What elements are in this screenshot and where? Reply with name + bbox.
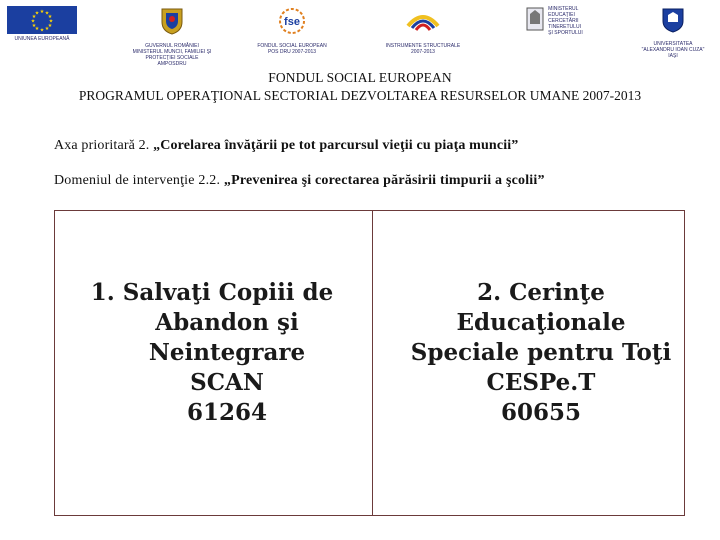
axa-title: „Corelarea învăţării pe tot parcursul vieţii cu piaţa muncii”: [153, 138, 519, 153]
logo-caption: INSTRUMENTE STRUCTURALE 2007-2013: [385, 43, 461, 55]
svg-text:★: ★: [34, 26, 40, 32]
project-title-line: Abandon şi: [155, 309, 299, 336]
svg-text:★: ★: [44, 10, 50, 17]
logo-caption: UNIVERSITATEA "ALEXANDRU IOAN CUZA" IAŞI: [641, 41, 705, 59]
logo-caption: FONDUL SOCIAL EUROPEAN POS DRU 2007-2013: [257, 43, 327, 55]
project-title-line: 2. Cerinţe: [477, 279, 605, 306]
svg-text:★: ★: [34, 10, 40, 17]
project-title-line: Neintegrare: [148, 339, 306, 366]
svg-text:★: ★: [39, 9, 45, 15]
ministerul-educatiei-logo: [514, 6, 594, 36]
eu-flag-icon: [7, 6, 77, 34]
domeniu-title: „Prevenirea şi corectarea părăsirii timpurii a şcolii”: [223, 173, 545, 188]
instrumente-structurale-logo: [380, 6, 466, 55]
domeniu-label: Domeniul de intervenţie 2.2.: [54, 173, 224, 188]
universitatea-logo: [628, 6, 718, 59]
svg-text:★: ★: [48, 18, 54, 25]
logo-caption: MINISTERUL EDUCAŢIEI CERCETĂRII TINERETULUI ŞI SPORTULUI: [548, 6, 583, 36]
svg-text:★: ★: [31, 14, 37, 20]
axa-label: Axa prioritară 2.: [54, 138, 154, 153]
project-title-line: Educaţionale: [456, 309, 626, 336]
svg-text:fse: fse: [284, 16, 300, 28]
fse-logo: [252, 6, 332, 55]
ministry-crest-icon: [525, 6, 545, 32]
eu-flag-logo: [4, 6, 80, 42]
header-subtitle: PROGRAMUL OPERAŢIONAL SECTORIAL DEZVOLTAREA RESURSELOR UMANE 2007-2013: [78, 88, 642, 103]
svg-text:★: ★: [44, 26, 50, 32]
project-column-cespet: [388, 278, 694, 428]
svg-text:★: ★: [47, 14, 53, 20]
svg-text:★: ★: [39, 27, 45, 34]
logo-bar: [0, 0, 720, 66]
project-column-scan: [82, 278, 372, 428]
instrumente-structurale-icon: [400, 6, 446, 36]
logo-caption: GUVERNUL ROMÂNIEI MINISTERUL MUNCII, FAMILIEI ŞI PROTECŢIEI SOCIALE AMPOSDRU: [132, 43, 212, 67]
romania-crest-icon: [159, 6, 185, 36]
project-code: 61264: [186, 399, 268, 426]
project-code: 60655: [500, 399, 582, 426]
header-title: FONDUL SOCIAL EUROPEAN: [268, 70, 452, 85]
project-acronym: CESPe.T: [486, 369, 596, 396]
svg-text:★: ★: [30, 18, 36, 25]
project-title-line: Speciale pentru Toţi: [410, 339, 672, 366]
logo-caption: UNIUNEA EUROPEANĂ: [14, 36, 70, 42]
government-logo: [112, 6, 232, 67]
svg-text:★: ★: [47, 23, 53, 29]
fse-icon: [272, 6, 312, 36]
project-acronym: SCAN: [190, 369, 264, 396]
column-divider: [372, 210, 373, 516]
svg-text:★: ★: [31, 23, 37, 29]
university-crest-icon: [660, 6, 686, 34]
project-title-line: 1. Salvaţi Copiii de: [90, 279, 334, 306]
axa-prioritara: [54, 138, 518, 154]
domeniu-interventie: [54, 172, 710, 190]
